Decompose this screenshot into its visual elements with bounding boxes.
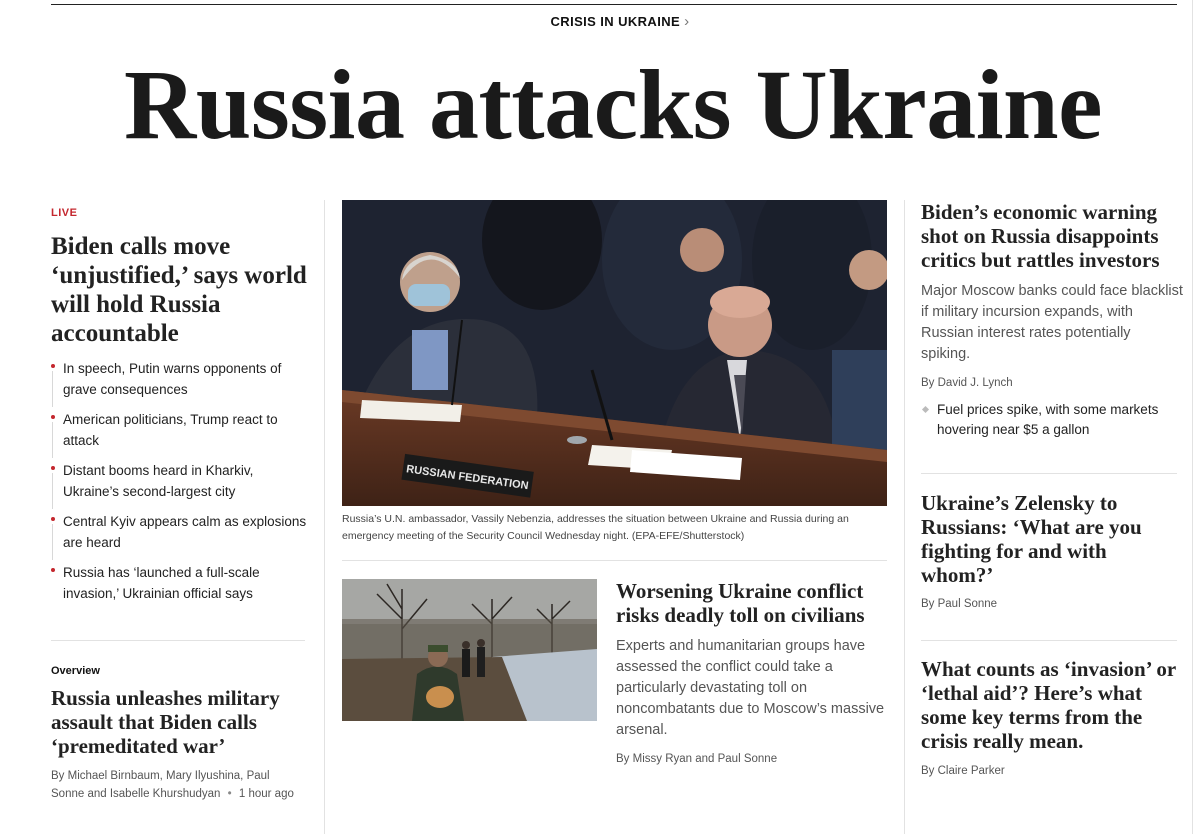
civilians-byline[interactable]: By Missy Ryan and Paul Sonne	[616, 753, 778, 765]
live-update-item[interactable]: American politicians, Trump react to attack	[51, 409, 311, 451]
left-divider	[51, 640, 305, 641]
live-update-item[interactable]: In speech, Putin warns opponents of grave consequences	[51, 358, 311, 400]
column-divider-left	[324, 200, 325, 834]
key-terms-headline[interactable]: What counts as ‘invasion’ or ‘lethal aid’? Here’s what some key terms from the crisis really mean.	[921, 657, 1176, 753]
zelensky-byline[interactable]: By Paul Sonne	[921, 598, 998, 610]
security-council-illustration	[342, 200, 887, 506]
zelensky-headline[interactable]: Ukraine’s Zelensky to Russians: ‘What are you fighting for and with whom?’	[921, 491, 1142, 587]
overview-byline	[51, 767, 301, 803]
right-divider-2	[921, 640, 1177, 641]
economic-warning-headline[interactable]: Biden’s economic warning shot on Russia disappoints critics but rattles investors	[921, 200, 1160, 272]
security-council-photo[interactable]	[342, 200, 887, 506]
banner-headline[interactable]: Russia attacks Ukraine	[124, 49, 1102, 160]
overview-label: Overview	[51, 665, 100, 677]
live-updates-list	[51, 358, 311, 613]
key-terms-byline[interactable]: By Claire Parker	[921, 765, 1005, 777]
nameplate-text: RUSSIAN FEDERATION	[405, 463, 530, 493]
civilians-headline[interactable]: Worsening Ukraine conflict risks deadly toll on civilians	[616, 579, 865, 627]
live-update-item[interactable]: Distant booms heard in Kharkiv, Ukraine’s second-largest city	[51, 460, 311, 502]
center-divider	[342, 560, 887, 561]
diamond-bullet-icon	[922, 406, 929, 413]
economic-warning-byline[interactable]: By David J. Lynch	[921, 377, 1013, 389]
live-update-item[interactable]: Central Kyiv appears calm as explosions are heard	[51, 511, 311, 553]
kyiv-photo[interactable]	[342, 579, 597, 721]
chevron-right-icon: ›	[684, 13, 690, 30]
economic-warning-blurb: Major Moscow banks could face blacklist if military incursion expands, with Russian interest rates potentially spiking.	[921, 283, 1183, 362]
kyiv-illustration	[342, 579, 597, 721]
live-update-item[interactable]: Russia has ‘launched a full-scale invasion,’ Ukrainian official says	[51, 562, 311, 604]
section-kicker[interactable]	[0, 14, 1200, 29]
overview-headline[interactable]: Russia unleashes military assault that Biden calls ‘premeditated war’	[51, 686, 280, 758]
civilians-blurb: Experts and humanitarian groups have assessed the conflict could take a particularly devastating toll on noncombatants due to Moscow’s massive arsenal.	[616, 638, 885, 738]
top-rule	[51, 4, 1177, 5]
photo-caption: Russia’s U.N. ambassador, Vassily Nebenzia, addresses the situation between Ukraine and Russia during an emergency meeting of the Security Council Wednesday night. (EPA-EFE/Shutterstock)	[342, 513, 849, 542]
byline-dot-separator: •	[227, 788, 232, 800]
column-divider-right	[904, 200, 905, 834]
live-badge: LIVE	[51, 207, 78, 219]
lead-headline[interactable]: Biden calls move ‘unjustified,’ says world will hold Russia accountable	[51, 233, 307, 347]
fuel-prices-link-text[interactable]: Fuel prices spike, with some markets hovering near $5 a gallon	[937, 402, 1159, 437]
right-divider-1	[921, 473, 1177, 474]
overview-authors[interactable]: By Michael Birnbaum, Mary Ilyushina, Paul Sonne and Isabelle Khurshudyan	[51, 770, 270, 800]
fuel-prices-related-link[interactable]	[921, 400, 1197, 440]
overview-timestamp: 1 hour ago	[238, 788, 294, 800]
section-kicker-label[interactable]: CRISIS IN UKRAINE	[550, 14, 681, 29]
